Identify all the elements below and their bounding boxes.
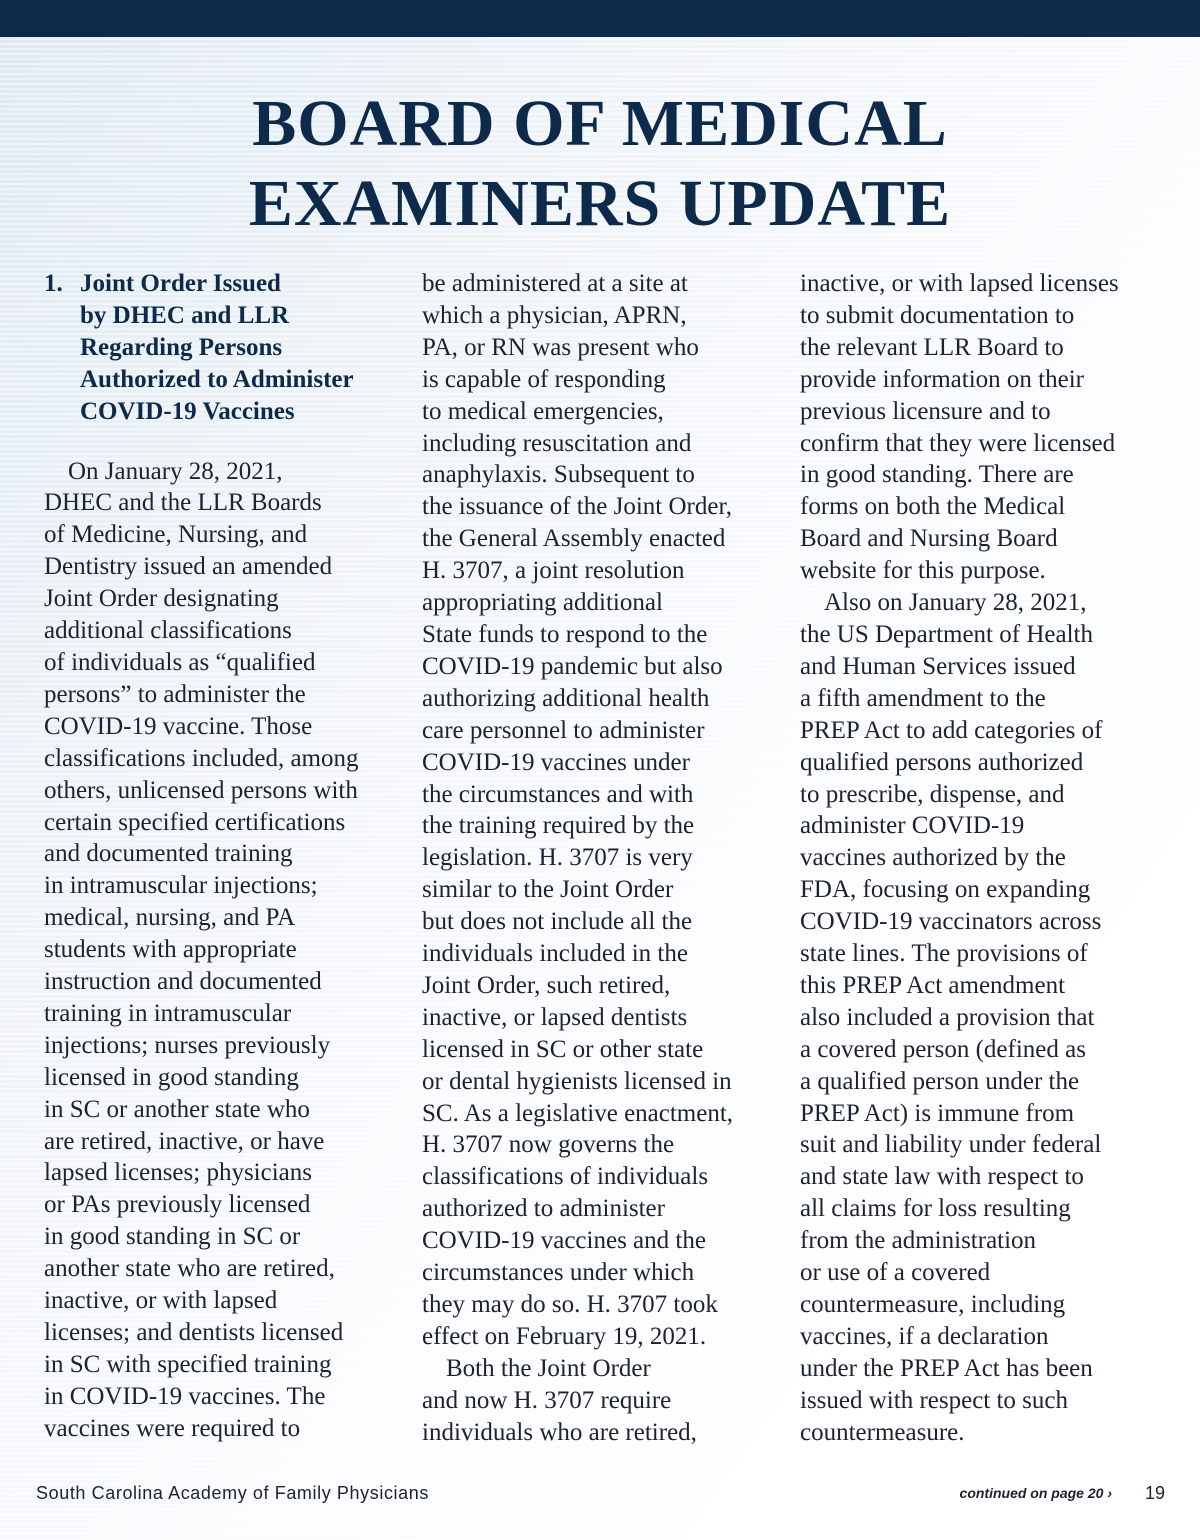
text-line: licenses; and dentists licensed [44, 1319, 344, 1346]
text-line: including resuscitation and [422, 429, 692, 457]
text-line: and Human Services issued [800, 652, 1076, 680]
column1-paragraph [44, 456, 404, 1445]
page-number: 19 [1145, 1483, 1166, 1503]
text-line: of individuals as “qualified [44, 648, 316, 676]
text-line: previous licensure and to [800, 397, 1051, 425]
text-line: of Medicine, Nursing, and [44, 521, 308, 549]
text-line: COVID-19 vaccine. Those [44, 712, 313, 740]
text-line: certain specified certifications [44, 808, 346, 836]
text-line: authorized to administer [422, 1195, 665, 1223]
text-line: in COVID-19 vaccines. The [44, 1382, 326, 1410]
text-line: website for this purpose. [800, 557, 1046, 585]
text-line: a qualified person under the [800, 1067, 1080, 1095]
text-line: in good standing in SC or [44, 1223, 301, 1251]
title-line-2: EXAMINERS UPDATE [248, 167, 952, 240]
text-line: effect on February 19, 2021. [422, 1322, 707, 1350]
text-line: also included a provision that [800, 1003, 1095, 1031]
text-line: authorizing additional health [422, 684, 710, 712]
text-line: and now H. 3707 require [422, 1386, 672, 1414]
section-number: 1. [44, 270, 63, 297]
text-line: all claims for loss resulting [800, 1195, 1071, 1223]
text-line: PA, or RN was present who [422, 333, 699, 361]
text-line: H. 3707, a joint resolution [422, 557, 685, 585]
text-line: Board and Nursing Board [800, 525, 1058, 553]
text-line: SC. As a legislative enactment, [422, 1099, 734, 1127]
text-line: the issuance of the Joint Order, [422, 493, 733, 521]
text-line: qualified persons authorized [800, 748, 1084, 776]
text-line: forms on both the Medical [800, 493, 1066, 521]
text-line: to medical emergencies, [422, 397, 664, 425]
text-line: Both the Joint Order [446, 1354, 651, 1382]
text-line: others, unlicensed persons with [44, 776, 358, 804]
text-line: countermeasure. [800, 1418, 965, 1446]
article-column-1 [44, 268, 404, 1445]
text-line: the relevant LLR Board to [800, 333, 1064, 361]
text-line: which a physician, APRN, [422, 301, 687, 329]
text-line: be administered at a site at [422, 270, 688, 297]
section-heading-line: Joint Order Issued [80, 270, 281, 297]
text-line: this PREP Act amendment [800, 971, 1066, 999]
text-line: On January 28, 2021, [68, 457, 283, 485]
text-line: in SC or another state who [44, 1095, 310, 1123]
section-heading-line: by DHEC and LLR [80, 301, 290, 329]
text-line: vaccines, if a declaration [800, 1322, 1049, 1350]
text-line: COVID-19 vaccinators across [800, 908, 1102, 936]
text-line: or use of a covered [800, 1259, 991, 1287]
text-line: suit and liability under federal [800, 1131, 1102, 1159]
text-line: are retired, inactive, or have [44, 1127, 325, 1155]
text-line: additional classifications [44, 617, 292, 645]
page-title [0, 84, 1200, 244]
text-line: COVID-19 pandemic but also [422, 652, 723, 680]
text-line: issued with respect to such [800, 1386, 1069, 1414]
text-line: administer COVID-19 [800, 812, 1025, 840]
text-line: vaccines were required to [44, 1414, 301, 1442]
publication-name: South Carolina Academy of Family Physicians [36, 1483, 429, 1503]
text-line: COVID-19 vaccines under [422, 748, 690, 776]
text-line: Joint Order designating [44, 585, 279, 613]
text-line: Also on January 28, 2021, [824, 589, 1087, 617]
section-heading [44, 268, 404, 428]
article-column-3 [800, 268, 1160, 1449]
column2-paragraph-2 [422, 1353, 782, 1449]
text-line: similar to the Joint Order [422, 876, 674, 904]
text-line: from the administration [800, 1227, 1037, 1255]
text-line: COVID-19 vaccines and the [422, 1227, 706, 1255]
text-line: individuals included in the [422, 940, 688, 968]
text-line: appropriating additional [422, 589, 663, 617]
text-line: is capable of responding [422, 365, 666, 393]
text-line: H. 3707 now governs the [422, 1131, 675, 1159]
text-line: vaccines authorized by the [800, 844, 1066, 872]
text-line: provide information on their [800, 365, 1084, 393]
text-line: state lines. The provisions of [800, 940, 1088, 968]
text-line: inactive, or with lapsed [44, 1287, 278, 1315]
text-line: the General Assembly enacted [422, 525, 726, 553]
column3-paragraph-1 [800, 268, 1160, 587]
text-line: and documented training [44, 840, 293, 868]
text-line: they may do so. H. 3707 took [422, 1291, 718, 1318]
text-line: but does not include all the [422, 908, 693, 936]
text-line: legislation. H. 3707 is very [422, 844, 693, 872]
text-line: in good standing. There are [800, 461, 1074, 489]
text-line: inactive, or lapsed dentists [422, 1003, 688, 1031]
text-line: inactive, or with lapsed licenses [800, 270, 1119, 297]
column3-paragraph-2 [800, 587, 1160, 1448]
text-line: in SC with specified training [44, 1350, 332, 1378]
text-line: another state who are retired, [44, 1255, 335, 1283]
text-line: PREP Act to add categories of [800, 716, 1103, 744]
text-line: classifications included, among [44, 744, 359, 772]
text-line: Joint Order, such retired, [422, 971, 671, 999]
text-line: training in intramuscular [44, 999, 292, 1027]
text-line: persons” to administer the [44, 680, 306, 708]
text-line: a covered person (defined as [800, 1035, 1086, 1063]
article-column-2 [422, 268, 782, 1449]
text-line: licensed in SC or other state [422, 1035, 704, 1063]
text-line: care personnel to administer [422, 716, 705, 744]
text-line: instruction and documented [44, 968, 322, 996]
section-heading-line: Authorized to Administer [80, 365, 354, 393]
text-line: the training required by the [422, 812, 695, 840]
top-banner-bar [0, 0, 1200, 37]
text-line: the circumstances and with [422, 780, 694, 808]
text-line: PREP Act) is immune from [800, 1099, 1075, 1127]
text-line: to submit documentation to [800, 301, 1075, 329]
text-line: licensed in good standing [44, 1063, 299, 1091]
text-line: State funds to respond to the [422, 620, 708, 648]
text-line: or PAs previously licensed [44, 1191, 311, 1219]
text-line: under the PREP Act has been [800, 1354, 1093, 1382]
section-heading-line: Regarding Persons [80, 333, 283, 361]
text-line: anaphylaxis. Subsequent to [422, 461, 695, 489]
text-line: lapsed licenses; physicians [44, 1159, 312, 1187]
text-line: circumstances under which [422, 1259, 695, 1287]
text-line: to prescribe, dispense, and [800, 780, 1065, 808]
text-line: medical, nursing, and PA [44, 904, 296, 932]
title-line-1: BOARD OF MEDICAL [252, 87, 948, 160]
column2-paragraph-1 [422, 268, 782, 1353]
text-line: classifications of individuals [422, 1163, 709, 1191]
text-line: DHEC and the LLR Boards [44, 489, 322, 517]
text-line: in intramuscular injections; [44, 872, 318, 900]
text-line: injections; nurses previously [44, 1031, 331, 1059]
continued-link[interactable]: continued on page 20 › [959, 1485, 1112, 1501]
text-line: Dentistry issued an amended [44, 553, 333, 581]
section-heading-line: COVID-19 Vaccines [80, 397, 295, 425]
text-line: FDA, focusing on expanding [800, 876, 1091, 904]
text-line: students with appropriate [44, 936, 297, 964]
text-line: the US Department of Health [800, 620, 1093, 648]
text-line: individuals who are retired, [422, 1418, 697, 1446]
text-line: and state law with respect to [800, 1163, 1084, 1191]
text-line: or dental hygienists licensed in [422, 1067, 732, 1095]
text-line: a fifth amendment to the [800, 684, 1046, 712]
text-line: confirm that they were licensed [800, 429, 1116, 457]
text-line: countermeasure, including [800, 1291, 1066, 1318]
